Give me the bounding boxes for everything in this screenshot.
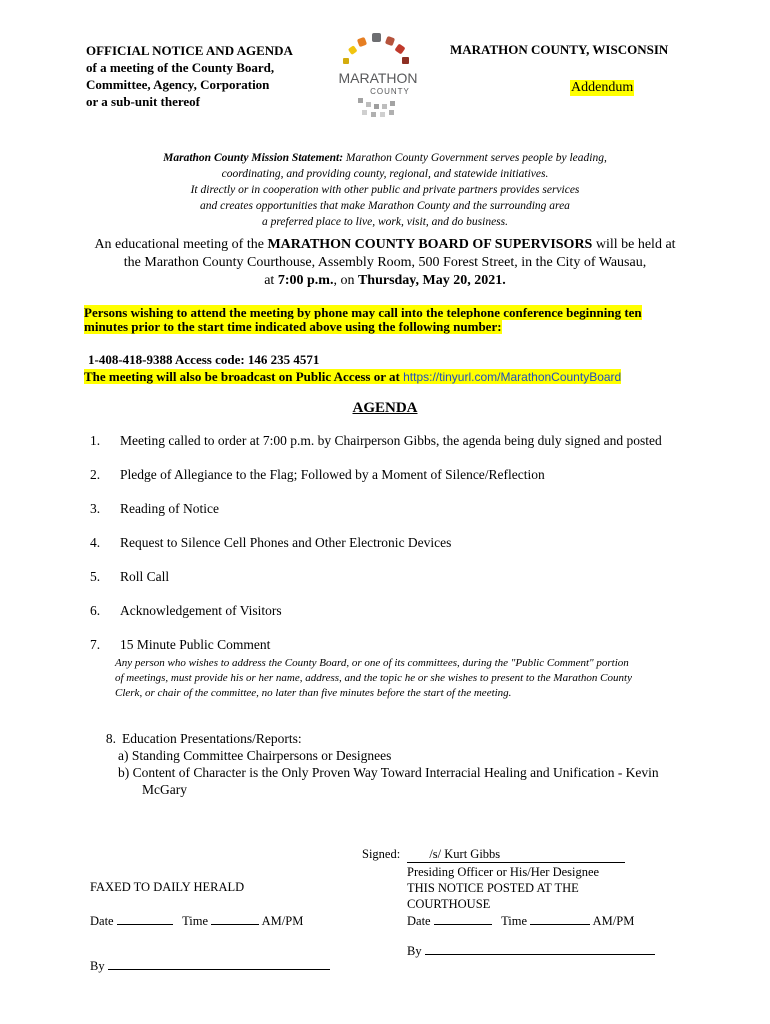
time-label: Time <box>182 914 209 928</box>
date-blank[interactable] <box>117 912 173 925</box>
mission-label: Marathon County Mission Statement: <box>163 152 344 164</box>
agenda-item-number: 7. <box>90 637 101 652</box>
time-blank[interactable] <box>211 912 259 925</box>
sub-item-continued: McGary <box>142 782 187 797</box>
agenda-item-number: 6. <box>90 603 101 618</box>
agenda-item-text: 15 Minute Public Comment <box>120 637 271 652</box>
posted-date-time <box>407 912 634 929</box>
phone-attendance-note <box>84 306 684 334</box>
announce-text: will be held at <box>592 237 676 252</box>
logo-word-marathon: MARATHON <box>338 70 418 86</box>
board-name: MARATHON COUNTY BOARD OF SUPERVISORS <box>267 237 593 252</box>
agenda-item-text: Acknowledgement of Visitors <box>120 603 282 618</box>
agenda-item <box>90 501 219 517</box>
notice-heading-line: of a meeting of the County Board, <box>86 60 275 75</box>
broadcast-link[interactable]: https://tinyurl.com/MarathonCountyBoard <box>403 370 622 384</box>
phone-number: 1-408-418-9388 Access code: 146 235 4571 <box>88 352 320 367</box>
sub-item: a) Standing Committee Chairpersons or Designees <box>118 748 392 763</box>
notice-heading-line: or a sub-unit thereof <box>86 94 200 109</box>
agenda-item-number: 2. <box>90 467 101 482</box>
agenda-item-number: 4. <box>90 535 101 550</box>
mission-line: coordinating, and providing county, regional, and statewide initiatives. <box>221 168 549 180</box>
agenda-item <box>90 433 662 449</box>
announce-text: , on <box>333 273 358 288</box>
addendum-badge: Addendum <box>571 80 634 95</box>
by-label: By <box>90 959 105 973</box>
sub-item: b) Content of Character is the Only Proven Way Toward Interracial Healing and Unification - Kevin <box>118 765 659 780</box>
date-label: Date <box>90 914 114 928</box>
agenda-item-number: 5. <box>90 569 101 584</box>
agenda-item <box>90 603 282 619</box>
logo-word-county: COUNTY <box>370 87 410 96</box>
mission-line: and creates opportunities that make Marathon County and the surrounding area <box>200 200 570 212</box>
mission-line: a preferred place to live, work, visit, and do business. <box>261 216 509 228</box>
agenda-item-number: 1. <box>90 433 101 448</box>
agenda-item <box>90 569 169 585</box>
meeting-date: Thursday, May 20, 2021. <box>357 273 506 288</box>
agenda-item <box>90 467 545 483</box>
logo-icon <box>328 30 428 120</box>
time-label: Time <box>501 914 528 928</box>
posted-block <box>407 864 599 912</box>
ampm-label: AM/PM <box>261 914 304 928</box>
agenda-item <box>90 637 270 653</box>
meeting-announcement <box>80 236 690 290</box>
by-label: By <box>407 944 422 958</box>
date-label: Date <box>407 914 431 928</box>
presiding-officer: Presiding Officer or His/Her Designee <box>407 865 600 879</box>
public-comment-note: Any person who wishes to address the County Board, or one of its committees, during the "Public Comment" portion of meetings, must provide his or her name, address, and the topic he or she wishes to present to the Marathon County Clerk, or chair of the committee, no later than five minutes before the start of the meeting. <box>115 657 632 699</box>
posted-by <box>407 942 655 959</box>
phone-note-text: Persons wishing to attend the meeting by phone may call into the telephone conference beginning ten minutes prior to the start time indicated above using the following number: <box>84 305 642 334</box>
mission-line: It directly or in cooperation with other public and private partners provides services <box>190 184 580 196</box>
marathon-county-logo <box>328 30 428 120</box>
time-blank[interactable] <box>530 912 590 925</box>
notice-heading <box>86 42 293 110</box>
broadcast-text: The meeting will also be broadcast on Public Access or at <box>84 369 404 384</box>
agenda-item-text: Pledge of Allegiance to the Flag; Followed by a Moment of Silence/Reflection <box>120 467 545 482</box>
faxed-label: FAXED TO DAILY HERALD <box>90 880 245 894</box>
announce-text: An educational meeting of the <box>94 237 268 252</box>
notice-heading-line: Committee, Agency, Corporation <box>86 77 270 92</box>
posted-line: THIS NOTICE POSTED AT THE <box>407 881 579 895</box>
agenda-item-number: 3. <box>90 501 101 516</box>
posted-line: COURTHOUSE <box>407 897 491 911</box>
ampm-label: AM/PM <box>592 914 635 928</box>
by-blank[interactable] <box>108 957 330 970</box>
agenda-item-education <box>90 730 659 798</box>
agenda-item-text: Reading of Notice <box>120 501 219 516</box>
signed-line <box>362 847 625 863</box>
signed-name: /s/ Kurt Gibbs <box>407 847 625 863</box>
county-title: MARATHON COUNTY, WISCONSIN <box>450 42 669 57</box>
agenda-title: AGENDA <box>352 400 418 416</box>
agenda-item-text: Meeting called to order at 7:00 p.m. by Chairperson Gibbs, the agenda being duly signed and posted <box>120 433 662 448</box>
announce-text: at <box>264 273 278 288</box>
agenda-item-text: Education Presentations/Reports: <box>122 731 302 746</box>
agenda-item <box>90 535 451 551</box>
notice-heading-line: OFFICIAL NOTICE AND AGENDA <box>86 43 293 58</box>
announce-location: the Marathon County Courthouse, Assembly Room, 500 Forest Street, in the City of Wausau, <box>123 255 647 270</box>
agenda-item-number: 8. <box>105 731 116 746</box>
mission-statement <box>100 150 670 230</box>
fax-date-time <box>90 912 303 929</box>
faxed-by <box>90 957 330 974</box>
signed-label: Signed: <box>362 847 401 861</box>
agenda-item-text: Request to Silence Cell Phones and Other Electronic Devices <box>120 535 452 550</box>
broadcast-note <box>84 369 621 385</box>
mission-text: Marathon County Government serves people by leading, <box>343 152 607 164</box>
agenda-item-text: Roll Call <box>120 569 170 584</box>
by-blank[interactable] <box>425 942 655 955</box>
date-blank[interactable] <box>434 912 492 925</box>
meeting-time: 7:00 p.m. <box>277 273 334 288</box>
